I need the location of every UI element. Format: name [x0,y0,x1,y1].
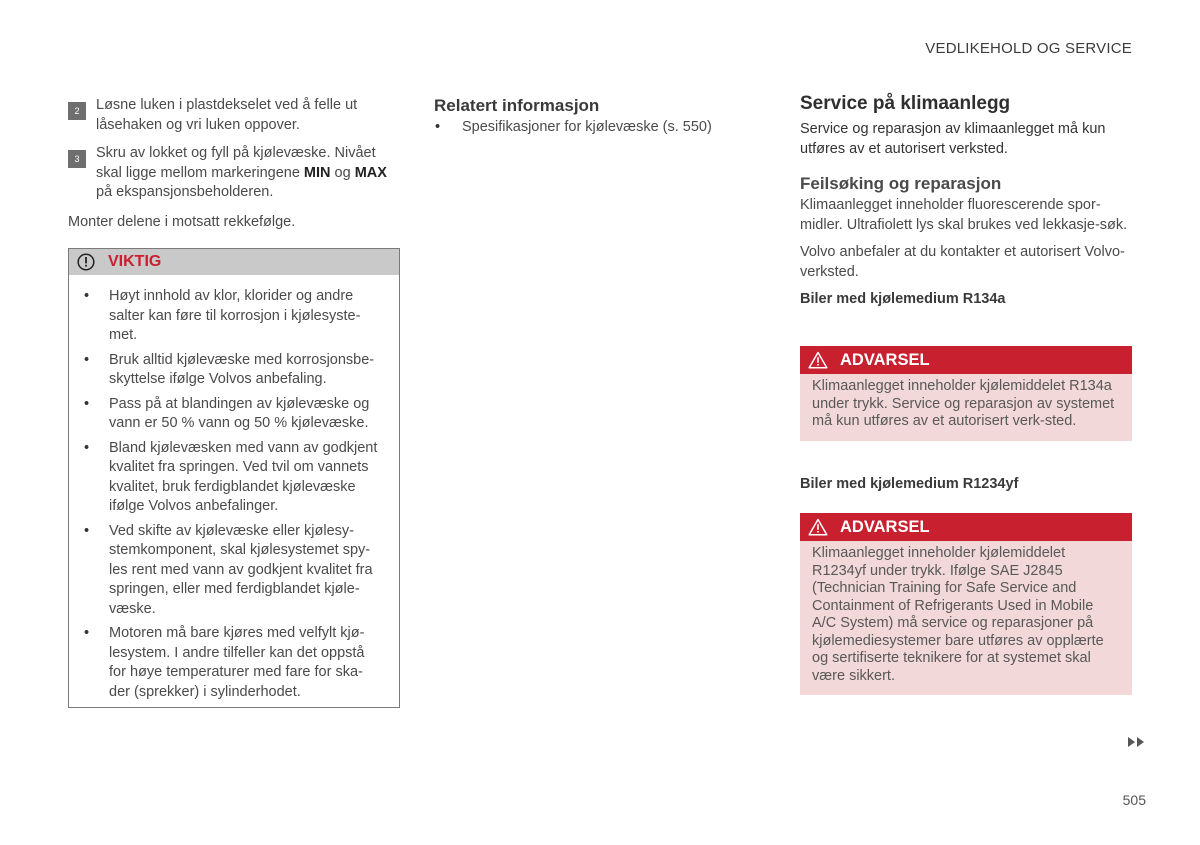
list-item [81,351,381,390]
related-column [434,96,754,138]
list-item-text: Pass på at blandingen av kjølevæske og vann er 50 % vann og 50 % kjølevæske. [109,395,370,431]
warning-title: ADVARSEL [840,517,930,536]
steps-column [68,96,400,232]
list-item-text: Høyt innhold av klor, klorider og andre salter kan føre til korrosjon i kjølesyste-met. [109,288,361,343]
section-header: VEDLIKEHOLD OG SERVICE [925,40,1132,57]
related-title: Relatert informasjon [434,96,600,115]
service-intro: Service og reparasjon av klimaanlegget må kun utføres av et autorisert verksted. [800,121,1106,157]
bullet-icon: • [84,288,90,304]
warning-title: ADVARSEL [840,350,930,369]
related-link-text: Spesifikasjoner for kjølevæske (s. 550) [462,119,712,135]
warning-triangle-icon [808,518,828,536]
viktig-header [69,249,399,275]
step-text-before: Skru av lokket og fyll på kjølevæske. Nivået skal ligge mellom markeringene [96,145,376,181]
warning-header [800,346,1132,374]
step-2 [68,96,400,135]
list-item-text: Bland kjølevæsken med vann av godkjent kvalitet fra springen. Ved tvil om vannets kvalitet, bruk ferdigblandet kjølevæske ifølge Volvos anbefalinger. [109,439,378,514]
list-item [81,395,381,434]
list-item-text: Ved skifte av kjølevæske eller kjølesy-stemkomponent, skal kjølesystemet spy-les rent med vann av godkjent kvalitet fra springen, eller med ferdigblandet kjøle-væske. [109,522,373,617]
step-number-badge: 2 [68,102,86,120]
double-triangle-right-icon[interactable] [1127,736,1145,748]
exclamation-circle-icon [77,253,95,271]
step-text: Løsne luken i plastdekselet ved å felle ut låsehaken og vri luken oppover. [96,97,358,133]
troubleshoot-title: Feilsøking og reparasjon [800,174,1002,193]
related-link[interactable] [434,118,754,138]
service-column [800,93,1132,310]
warning-text: Klimaanlegget inneholder kjølemiddelet R1234yf under trykk. Ifølge SAE J2845 (Technician Training for Safe Service and Containment of Refrigerants Used in Mobile A/C System) må service og reparasjoner på kjølemediesystemer bare utføres av opplærte og sertifiserte teknikere for at systemet skal være sikkert. [812,545,1104,684]
viktig-box [68,248,400,708]
service-title: Service på klimaanlegg [800,93,1011,114]
min-marking: MIN [303,164,331,181]
list-item-text: Bruk alltid kjølevæske med korrosjonsbe-skyttelse ifølge Volvos anbefaling. [109,351,375,387]
bullet-icon: • [84,351,90,368]
step-number-badge: 3 [68,150,86,168]
step-text-after: på ekspansjonsbeholderen. [96,184,274,200]
bullet-icon: • [84,439,90,456]
r1234yf-title: Biler med kjølemedium R1234yf [800,476,1019,492]
reassemble-text: Monter delene i motsatt rekkefølge. [68,213,296,230]
warning-triangle-icon [808,351,828,369]
viktig-title: VIKTIG [108,253,162,270]
list-item [81,522,381,620]
troubleshoot-text: Klimaanlegget inneholder fluorescerende spor-midler. Ultrafiolett lys skal brukes ved lekkasje-søk. [800,197,1128,233]
bullet-icon: • [84,395,90,412]
warning-text: Klimaanlegget inneholder kjølemiddelet R134a under trykk. Service og reparasjon av systemet må kun utføres av et autorisert verk-sted. [812,378,1115,429]
list-item [81,624,381,702]
recommend-text: Volvo anbefaler at du kontakter et autorisert Volvo-verksted. [800,244,1125,280]
max-marking: MAX [354,164,387,181]
step-3 [68,144,400,203]
list-item-text: Motoren må bare kjøres med velfylt kjø-lesystem. I andre tilfeller kan det oppstå for høye temperaturer med fare for ska-der (sprekker) i sylinderhodet. [109,625,365,700]
viktig-list [69,275,399,702]
step-text-middle: og [330,164,355,181]
warning-header [800,513,1132,541]
bullet-icon: • [435,119,441,135]
warning-box-r1234yf [800,513,1132,695]
page-number: 505 [1122,792,1146,808]
bullet-icon: • [84,625,90,641]
list-item [81,287,381,346]
r134a-title: Biler med kjølemedium R134a [800,291,1006,307]
list-item [81,439,381,517]
warning-box-r134a [800,346,1132,441]
bullet-icon: • [84,522,90,539]
